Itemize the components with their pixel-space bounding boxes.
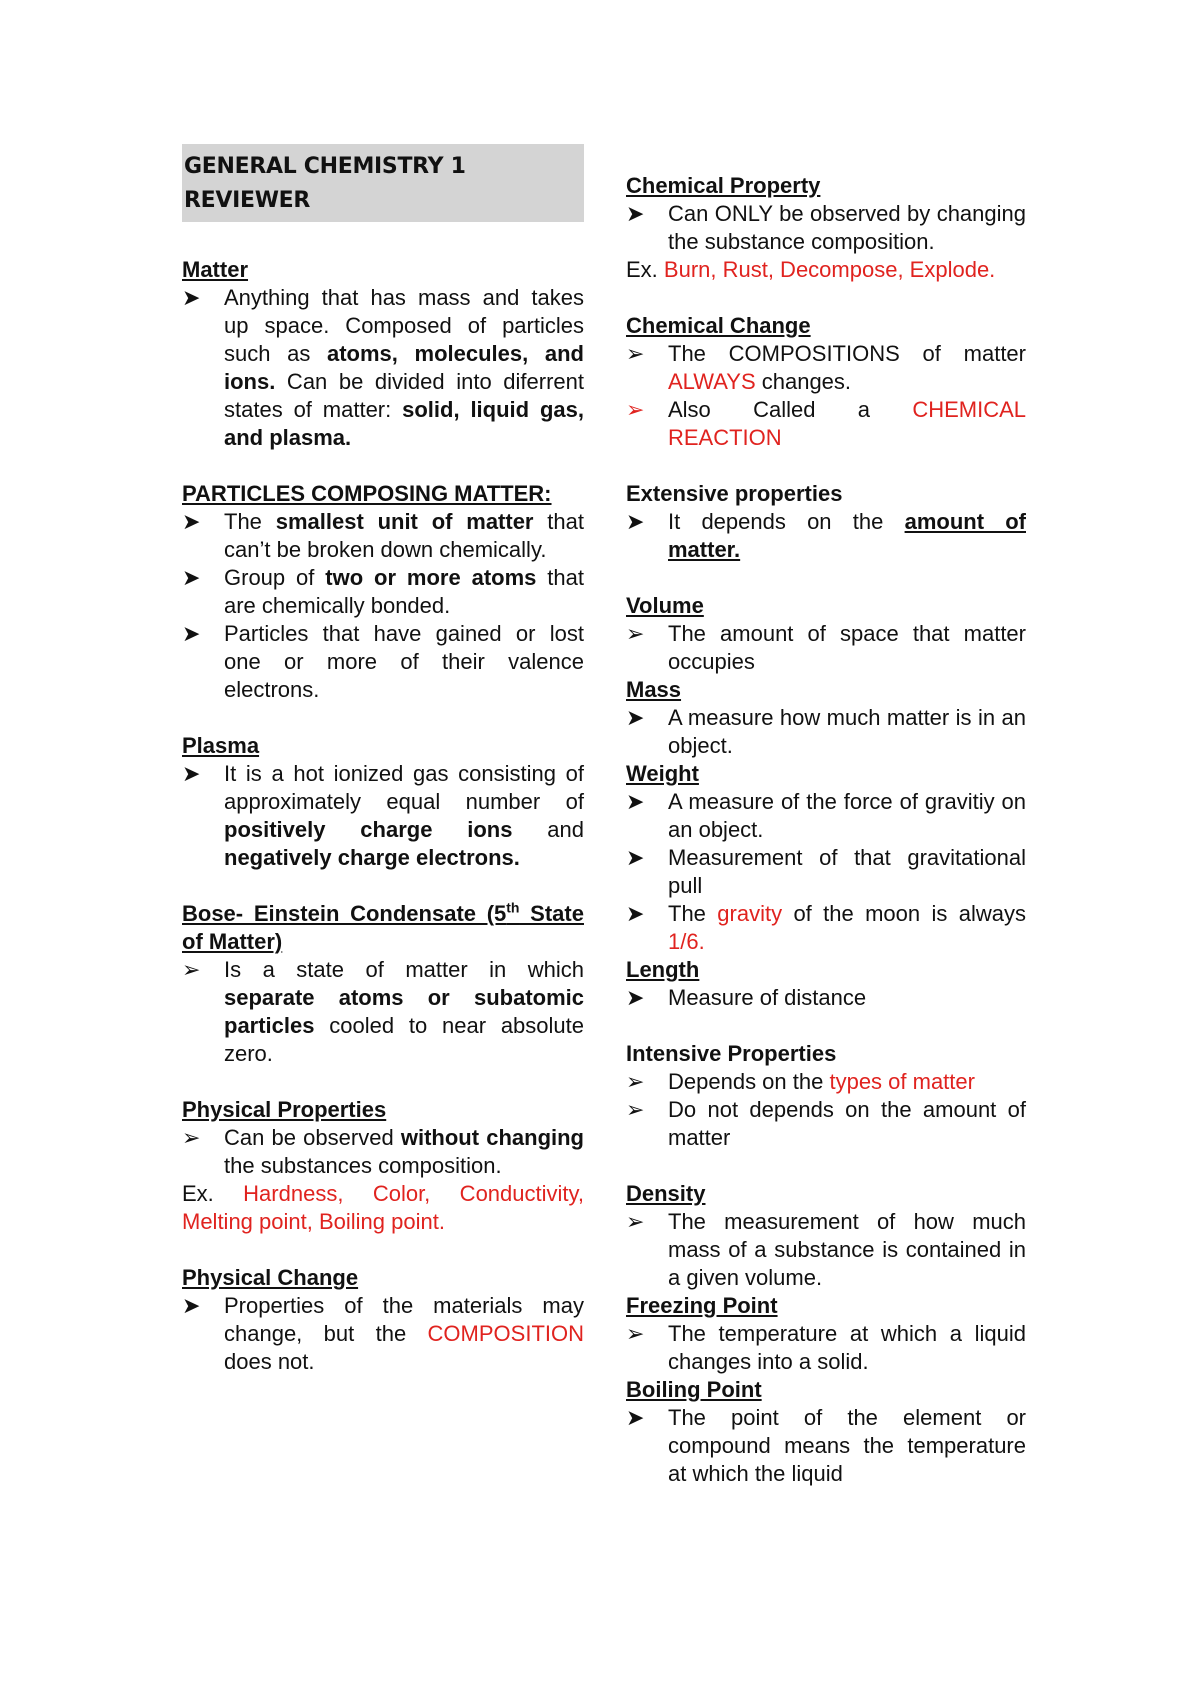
section-heading: Freezing Point (626, 1293, 778, 1318)
list-item: ➤ It depends on the amount of matter. (626, 509, 1026, 562)
section-heading: Extensive properties (626, 481, 843, 506)
list-item: ➢ Can be observed without changing the substances composition. (182, 1125, 584, 1178)
examples-line: Ex. Hardness, Color, Conductivity, Melting point, Boiling point. (182, 1181, 584, 1234)
list-item: ➤ Properties of the materials may change, but the COMPOSITION does not. (182, 1293, 584, 1374)
list-item: ➤ The gravity of the moon is always 1/6. (626, 901, 1026, 954)
arrow-bullet-icon: ➤ (626, 1405, 645, 1430)
section-weight (626, 760, 1026, 956)
section-heading: Boiling Point (626, 1377, 762, 1402)
examples-line: Ex. Burn, Rust, Decompose, Explode. (626, 257, 996, 282)
left-column (182, 144, 584, 1404)
list-item: ➤ Measurement of that gravitational pull (626, 845, 1026, 898)
section-plasma (182, 732, 584, 872)
section-heading: Mass (626, 677, 682, 702)
arrow-bullet-icon: ➤ (626, 845, 645, 870)
list-item: ➤ A measure of the force of gravitiy on an object. (626, 789, 1026, 842)
list-item: ➤ A measure how much matter is in an object. (626, 705, 1026, 758)
list-item: ➢ The COMPOSITIONS of matter ALWAYS changes. (626, 341, 1026, 394)
document-title: GENERAL CHEMISTRY 1 REVIEWER (182, 144, 584, 222)
section-length (626, 956, 1026, 1012)
arrow-bullet-icon: ➤ (626, 985, 645, 1010)
section-extensive-properties (626, 480, 1026, 564)
arrow-bullet-icon: ➤ (182, 1293, 201, 1318)
arrow-bullet-icon: ➤ (182, 509, 201, 534)
section-heading: Chemical Change (626, 313, 811, 338)
list-item: ➤ The point of the element or compound means the temperature at which the liquid (626, 1405, 1026, 1486)
arrow-bullet-icon: ➢ (182, 1125, 201, 1150)
section-density (626, 1180, 1026, 1292)
arrow-bullet-icon: ➤ (182, 565, 201, 590)
section-heading: Intensive Properties (626, 1041, 837, 1066)
list-item: ➤ Anything that has mass and takes up space. Composed of particles such as atoms, molecules, and ions. Can be divided into diferrent states of matter: solid, liquid gas, and plasma. (182, 285, 584, 450)
section-heading: Volume (626, 593, 704, 618)
arrow-bullet-icon: ➢ (626, 1069, 645, 1094)
list-item: ➤ Measure of distance (626, 985, 867, 1010)
section-boiling-point (626, 1376, 1026, 1488)
list-item: ➢ The temperature at which a liquid changes into a solid. (626, 1321, 1026, 1374)
section-mass (626, 676, 1026, 760)
list-item: ➤ Particles that have gained or lost one or more of their valence electrons. (182, 621, 584, 702)
arrow-bullet-icon: ➤ (626, 509, 645, 534)
section-particles (182, 480, 584, 704)
section-chemical-property (626, 172, 1026, 284)
section-heading: Chemical Property (626, 173, 821, 198)
arrow-bullet-icon: ➤ (626, 705, 645, 730)
arrow-bullet-icon: ➢ (626, 1321, 645, 1346)
section-physical-change (182, 1264, 584, 1376)
arrow-bullet-icon: ➤ (626, 901, 645, 926)
section-intensive-properties (626, 1040, 1026, 1152)
section-heading: Density (626, 1181, 706, 1206)
arrow-bullet-icon: ➤ (182, 285, 201, 310)
arrow-bullet-icon: ➤ (182, 761, 201, 786)
arrow-bullet-icon: ➢ (626, 621, 645, 646)
list-item: ➢ The measurement of how much mass of a substance is contained in a given volume. (626, 1209, 1026, 1290)
list-item: ➤ The smallest unit of matter that can’t be broken down chemically. (182, 509, 584, 562)
section-heading: Weight (626, 761, 699, 786)
arrow-bullet-icon: ➢ (626, 397, 645, 422)
arrow-bullet-icon: ➤ (182, 621, 201, 646)
list-item: ➢ Also Called a CHEMICAL REACTION (626, 397, 1026, 450)
section-heading: Bose- Einstein Condensate (5th State of Matter) (182, 899, 584, 954)
list-item: ➤ Group of two or more atoms that are chemically bonded. (182, 565, 585, 618)
list-item: ➤ Can ONLY be observed by changing the substance composition. (626, 201, 1026, 254)
section-chemical-change (626, 312, 1026, 452)
arrow-bullet-icon: ➤ (626, 789, 645, 814)
section-physical-properties (182, 1096, 584, 1236)
section-volume (626, 592, 1026, 676)
list-item: ➢ Depends on the types of matter (626, 1069, 975, 1094)
section-freezing-point (626, 1292, 1026, 1376)
arrow-bullet-icon: ➢ (626, 341, 645, 366)
section-heading: Physical Properties (182, 1097, 387, 1122)
list-item: ➤ It is a hot ionized gas consisting of approximately equal number of positively charge ions and negatively charge electrons. (182, 761, 585, 870)
list-item: ➢ The amount of space that matter occupies (626, 621, 1026, 674)
arrow-bullet-icon: ➢ (182, 957, 201, 982)
section-heading: PARTICLES COMPOSING MATTER: (182, 481, 552, 506)
section-heading: Matter (182, 257, 249, 282)
section-heading: Plasma (182, 733, 260, 758)
right-column (626, 172, 1026, 1488)
arrow-bullet-icon: ➢ (626, 1209, 645, 1234)
section-heading: Length (626, 957, 700, 982)
list-item: ➢ Is a state of matter in which separate atoms or subatomic particles cooled to near absolute zero. (182, 957, 584, 1066)
arrow-bullet-icon: ➢ (626, 1097, 645, 1122)
section-matter (182, 256, 584, 452)
section-heading: Physical Change (182, 1265, 359, 1290)
arrow-bullet-icon: ➤ (626, 201, 645, 226)
list-item: ➢ Do not depends on the amount of matter (626, 1097, 1026, 1150)
section-bose-einstein (182, 900, 584, 1068)
